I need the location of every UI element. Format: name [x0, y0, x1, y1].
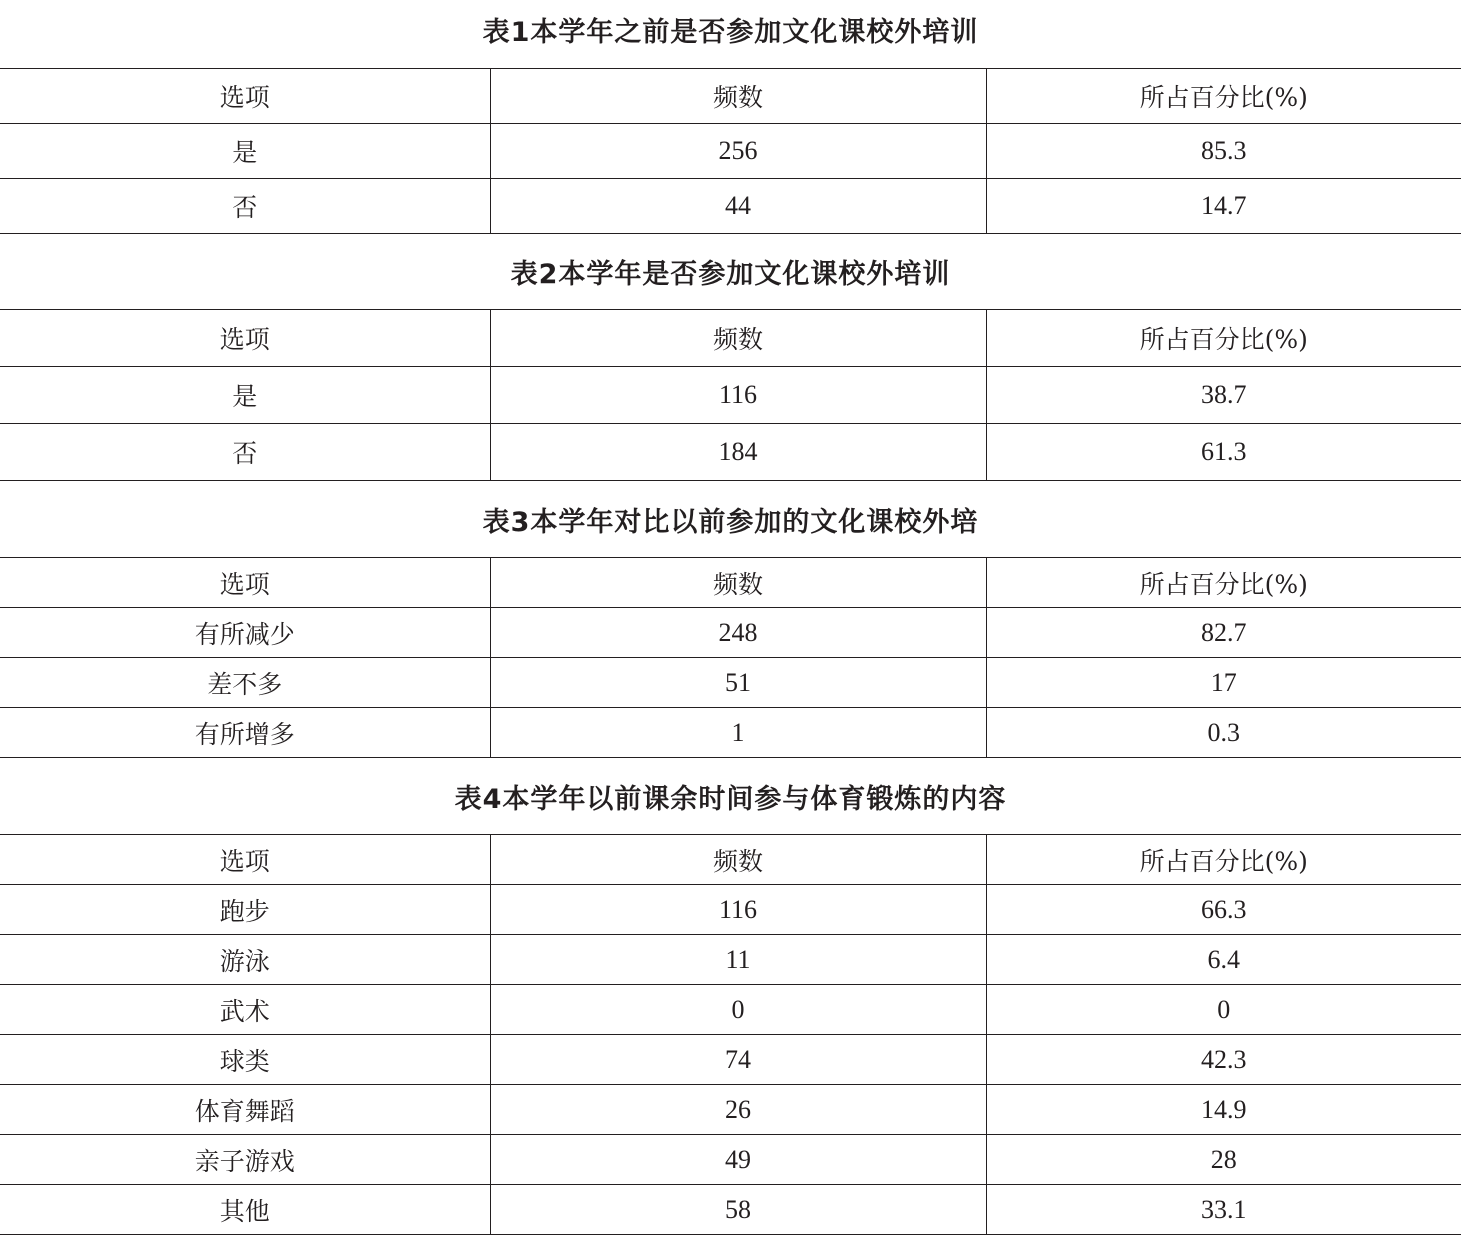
cell-option: 有所增多 [0, 708, 490, 758]
header-frequency: 频数 [490, 310, 986, 367]
header-frequency: 频数 [490, 835, 986, 885]
table-row [0, 658, 1461, 708]
table-row [0, 367, 1461, 424]
header-percentage: 所占百分比(%) [986, 310, 1461, 367]
cell-option: 体育舞蹈 [0, 1085, 490, 1135]
table-header-row [0, 310, 1461, 367]
cell-frequency: 248 [490, 608, 986, 658]
cell-percentage: 66.3 [986, 885, 1461, 935]
table-row [0, 935, 1461, 985]
cell-option: 有所减少 [0, 608, 490, 658]
table-section-4 [0, 758, 1461, 1235]
table-row [0, 885, 1461, 935]
cell-frequency: 116 [490, 885, 986, 935]
table-row [0, 608, 1461, 658]
cell-option: 是 [0, 367, 490, 424]
header-option: 选项 [0, 558, 490, 608]
cell-frequency: 49 [490, 1135, 986, 1185]
cell-option: 是 [0, 124, 490, 179]
cell-frequency: 11 [490, 935, 986, 985]
header-option: 选项 [0, 310, 490, 367]
cell-frequency: 1 [490, 708, 986, 758]
table-header-row [0, 558, 1461, 608]
cell-option: 否 [0, 179, 490, 234]
table-row [0, 179, 1461, 234]
table-row [0, 708, 1461, 758]
table-section-1 [0, 0, 1461, 234]
table-row [0, 1135, 1461, 1185]
cell-percentage: 28 [986, 1135, 1461, 1185]
cell-frequency: 0 [490, 985, 986, 1035]
cell-percentage: 42.3 [986, 1035, 1461, 1085]
cell-frequency: 116 [490, 367, 986, 424]
cell-option: 球类 [0, 1035, 490, 1085]
table-section-2 [0, 234, 1461, 481]
table-caption: 表1本学年之前是否参加文化课校外培训 [482, 17, 979, 48]
table-row [0, 985, 1461, 1035]
header-percentage: 所占百分比(%) [986, 558, 1461, 608]
cell-option: 亲子游戏 [0, 1135, 490, 1185]
header-frequency: 频数 [490, 69, 986, 124]
cell-percentage: 38.7 [986, 367, 1461, 424]
cell-frequency: 44 [490, 179, 986, 234]
cell-frequency: 58 [490, 1185, 986, 1235]
data-table [0, 834, 1461, 1235]
header-percentage: 所占百分比(%) [986, 835, 1461, 885]
cell-option: 跑步 [0, 885, 490, 935]
table-caption: 表3本学年对比以前参加的文化课校外培 [482, 506, 979, 538]
cell-percentage: 0 [986, 985, 1461, 1035]
cell-option: 否 [0, 424, 490, 481]
header-percentage: 所占百分比(%) [986, 69, 1461, 124]
cell-percentage: 6.4 [986, 935, 1461, 985]
data-table [0, 557, 1461, 758]
header-option: 选项 [0, 69, 490, 124]
cell-percentage: 0.3 [986, 708, 1461, 758]
cell-option: 武术 [0, 985, 490, 1035]
table-row [0, 1035, 1461, 1085]
cell-frequency: 256 [490, 124, 986, 179]
table-header-row [0, 835, 1461, 885]
cell-frequency: 26 [490, 1085, 986, 1135]
data-table [0, 68, 1461, 234]
cell-frequency: 51 [490, 658, 986, 708]
table-row [0, 1085, 1461, 1135]
data-table [0, 309, 1461, 481]
header-option: 选项 [0, 835, 490, 885]
table-row [0, 1185, 1461, 1235]
cell-percentage: 85.3 [986, 124, 1461, 179]
cell-percentage: 17 [986, 658, 1461, 708]
table-caption: 表2本学年是否参加文化课校外培训 [510, 259, 951, 290]
cell-option: 其他 [0, 1185, 490, 1235]
cell-frequency: 184 [490, 424, 986, 481]
table-section-3 [0, 481, 1461, 758]
cell-option: 差不多 [0, 658, 490, 708]
cell-percentage: 61.3 [986, 424, 1461, 481]
cell-percentage: 82.7 [986, 608, 1461, 658]
cell-percentage: 14.9 [986, 1085, 1461, 1135]
header-frequency: 频数 [490, 558, 986, 608]
cell-frequency: 74 [490, 1035, 986, 1085]
cell-percentage: 14.7 [986, 179, 1461, 234]
cell-option: 游泳 [0, 935, 490, 985]
table-header-row [0, 69, 1461, 124]
cell-percentage: 33.1 [986, 1185, 1461, 1235]
table-row [0, 424, 1461, 481]
table-row [0, 124, 1461, 179]
table-caption: 表4本学年以前课余时间参与体育锻炼的内容 [454, 783, 1007, 815]
